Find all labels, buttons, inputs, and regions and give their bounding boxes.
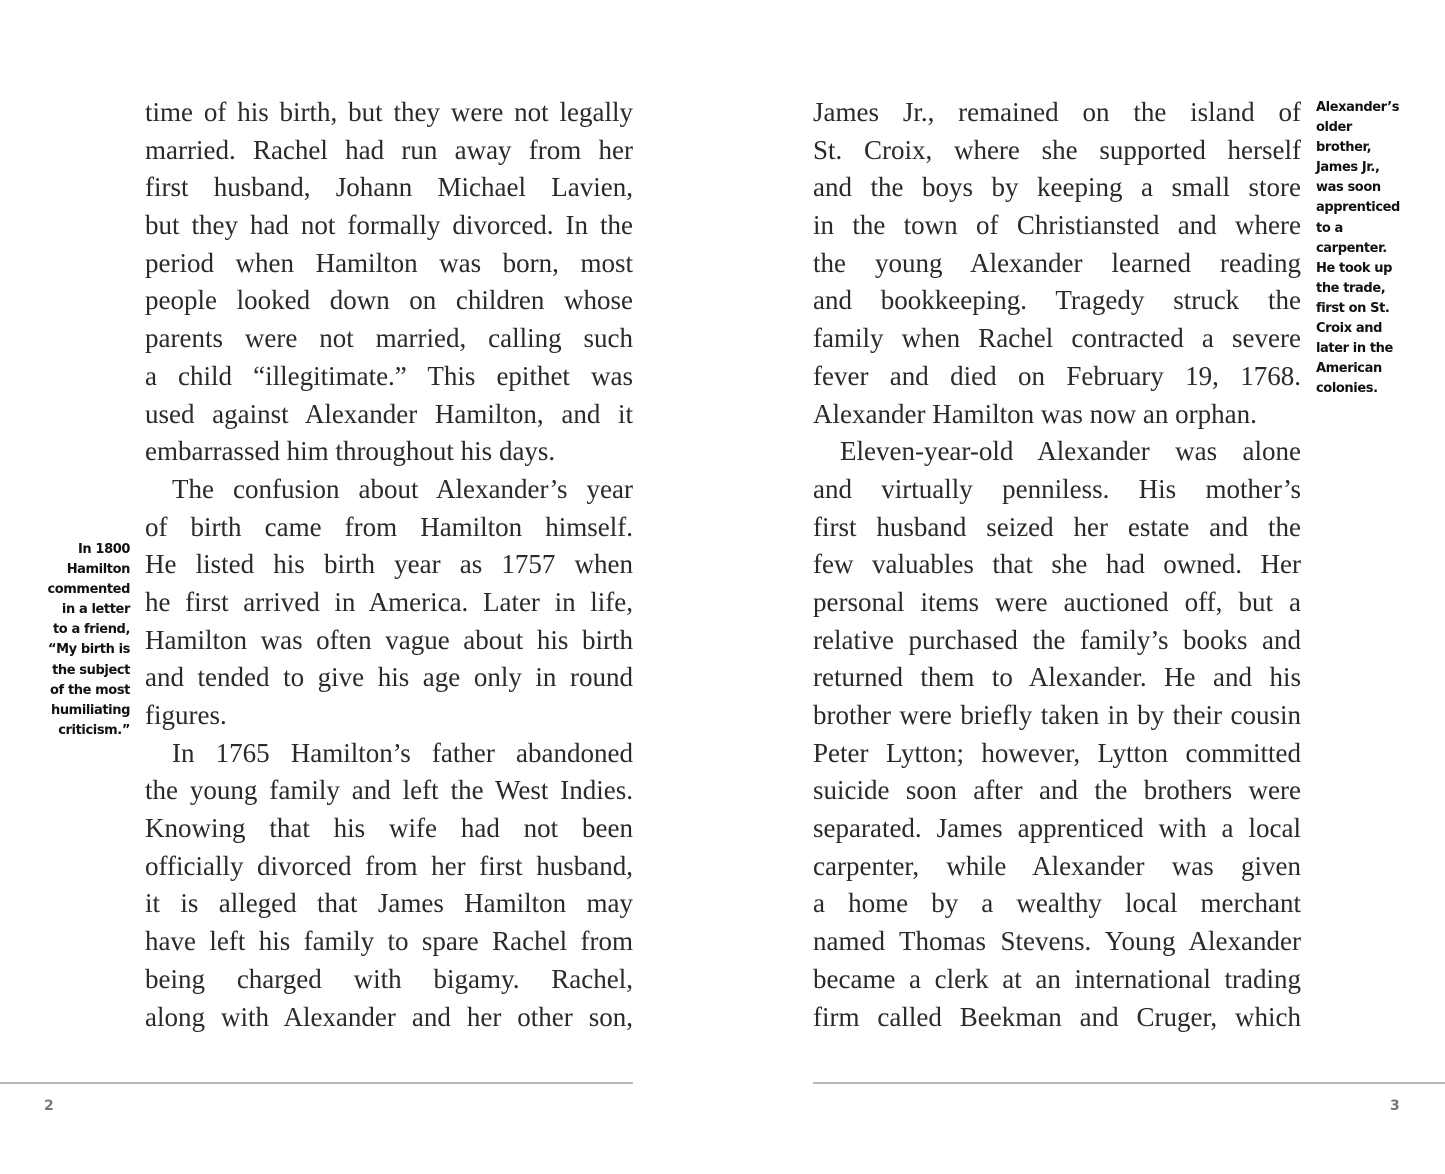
text-line: figures. [145, 700, 227, 730]
text-line: named Thomas Stevens. Young Alexander [813, 926, 1301, 957]
text-line: Alexander Hamilton was now an orphan. [813, 398, 1257, 429]
sidebar-line: brother, [1316, 140, 1372, 156]
paragraph [145, 735, 633, 1037]
paragraph [813, 433, 1301, 1036]
sidebar-line: James Jr., [1316, 160, 1380, 176]
text-line: He listed his birth year as 1757 when [145, 549, 633, 580]
text-line: personal items were auctioned off, but a [813, 586, 1301, 617]
sidebar-line: later in the [1316, 341, 1393, 357]
text-line: parents were not married, calling such [145, 323, 633, 354]
right-page-number: 3 [1390, 1098, 1400, 1114]
text-line: used against Alexander Hamilton, and it [145, 398, 633, 429]
sidebar-line: Croix and [1316, 321, 1382, 337]
text-line: family when Rachel contracted a severe [813, 323, 1301, 354]
text-line: brother were briefly taken in by their cousin [813, 700, 1301, 730]
text-line: James Jr., remained on the island of [813, 97, 1301, 127]
text-line: Hamilton was often vague about his birth [145, 624, 633, 655]
text-line: people looked down on children whose [145, 285, 633, 316]
paragraph [145, 471, 633, 735]
text-line: the young family and left the West Indies. [145, 775, 633, 806]
text-line: firm called Beekman and Cruger, which [813, 1001, 1301, 1032]
sidebar-line: first on St. [1316, 300, 1390, 316]
sidebar-line: to a [1316, 220, 1343, 236]
text-line: few valuables that she had owned. Her [813, 549, 1301, 580]
text-line: along with Alexander and her other son, [145, 1001, 633, 1032]
left-page-number: 2 [44, 1098, 54, 1114]
text-line: and virtually penniless. His mother’s [813, 473, 1301, 504]
sidebar-line: apprenticed [1316, 200, 1400, 216]
text-line: relative purchased the family’s books and [813, 624, 1301, 655]
text-line: in the town of Christiansted and where [813, 210, 1301, 241]
sidebar-line: commented [47, 582, 130, 598]
right-sidebar-note [1316, 98, 1400, 399]
paragraph [813, 94, 1301, 433]
text-line: carpenter, while Alexander was given [813, 850, 1301, 881]
text-line: being charged with bigamy. Rachel, [145, 963, 633, 994]
sidebar-line: American [1316, 361, 1382, 377]
text-line: and the boys by keeping a small store [813, 172, 1301, 203]
sidebar-line: the subject [52, 662, 130, 678]
text-line: suicide soon after and the brothers were [813, 775, 1301, 806]
sidebar-line: carpenter. [1316, 240, 1387, 256]
sidebar-line: the trade, [1316, 280, 1386, 296]
text-line: married. Rachel had run away from her [145, 134, 633, 165]
text-line: and tended to give his age only in round [145, 662, 633, 693]
text-line: fever and died on February 19, 1768. [813, 360, 1301, 391]
left-page-body [145, 94, 633, 1036]
text-line: first husband seized her estate and the [813, 511, 1301, 542]
paragraph [145, 94, 633, 471]
sidebar-line: Alexander’s [1316, 100, 1400, 115]
text-line: a child “illegitimate.” This epithet was [145, 360, 633, 391]
text-line: but they had not formally divorced. In the [145, 210, 633, 241]
sidebar-line: In 1800 [78, 542, 130, 557]
sidebar-line: was soon [1316, 180, 1381, 196]
text-line: it is alleged that James Hamilton may [145, 888, 633, 919]
text-line: of birth came from Hamilton himself. [145, 511, 633, 542]
sidebar-line: humiliating [50, 702, 130, 718]
left-sidebar-note [47, 540, 130, 741]
sidebar-line: to a friend, [52, 622, 130, 638]
sidebar-line: criticism.” [58, 722, 130, 738]
text-line: period when Hamilton was born, most [145, 247, 633, 278]
text-line: separated. James apprenticed with a local [813, 813, 1301, 844]
sidebar-line: “My birth is [47, 642, 130, 658]
text-line: first husband, Johann Michael Lavien, [145, 172, 633, 203]
text-line: the young Alexander learned reading [813, 247, 1301, 278]
right-footer-rule [813, 1082, 1445, 1084]
text-line: became a clerk at an international trading [813, 963, 1301, 994]
text-line: Knowing that his wife had not been [145, 813, 633, 844]
left-footer-rule [0, 1082, 633, 1084]
text-line: St. Croix, where she supported herself [813, 134, 1301, 165]
text-line: The confusion about Alexander’s year [172, 473, 633, 504]
sidebar-line: He took up [1316, 260, 1393, 276]
sidebar-line: older [1316, 120, 1352, 136]
text-line: Peter Lytton; however, Lytton committed [813, 737, 1301, 768]
sidebar-line: Hamilton [66, 562, 130, 578]
sidebar-line: colonies. [1316, 381, 1378, 397]
text-line: returned them to Alexander. He and his [813, 662, 1301, 693]
right-page-body [813, 94, 1301, 1036]
text-line: officially divorced from her first husband, [145, 850, 633, 881]
text-line: he first arrived in America. Later in life, [145, 586, 633, 617]
sidebar-line: in a letter [61, 602, 130, 618]
text-line: have left his family to spare Rachel from [145, 926, 633, 957]
text-line: In 1765 Hamilton’s father abandoned [172, 737, 633, 768]
text-line: embarrassed him throughout his days. [145, 436, 556, 467]
text-line: time of his birth, but they were not legally [145, 97, 633, 127]
text-line: and bookkeeping. Tragedy struck the [813, 285, 1301, 316]
text-line: Eleven-year-old Alexander was alone [840, 436, 1301, 467]
sidebar-line: of the most [50, 682, 130, 698]
text-line: a home by a wealthy local merchant [813, 888, 1301, 919]
